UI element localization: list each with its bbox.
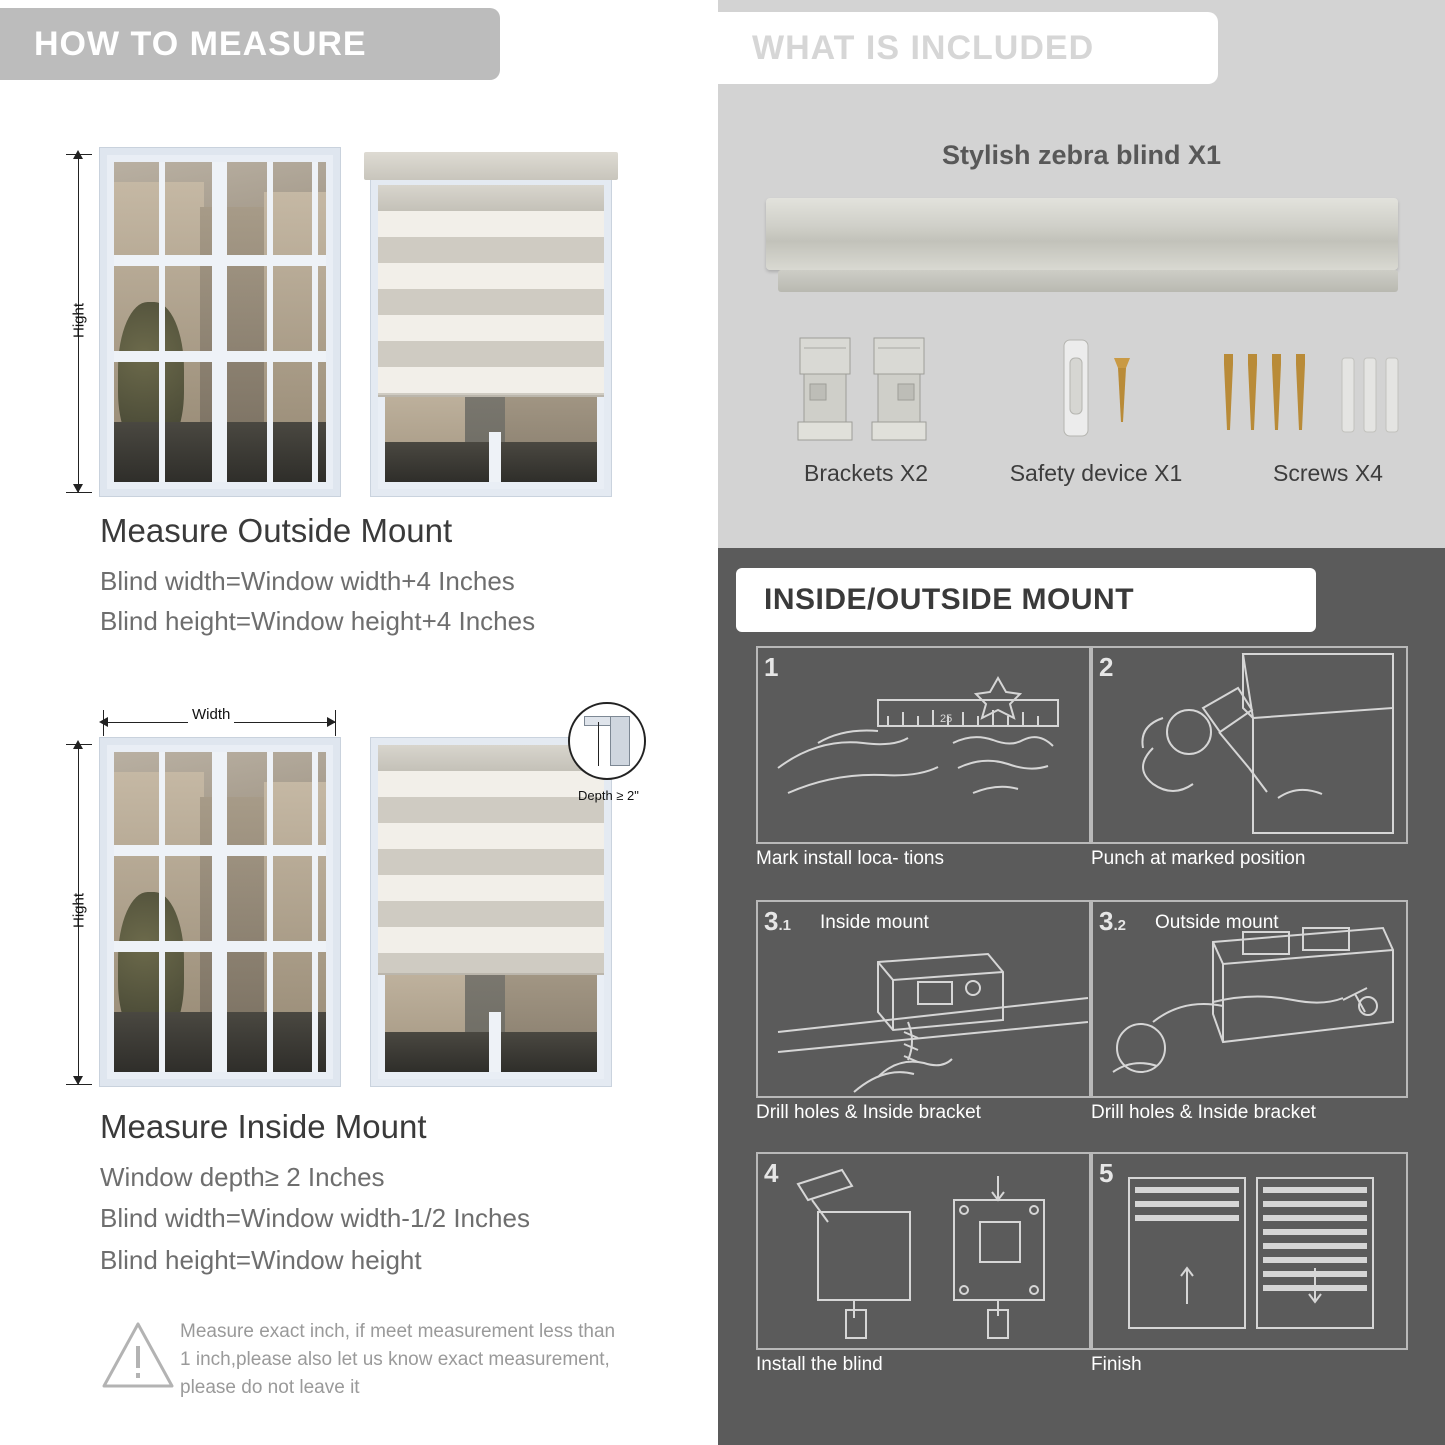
inside-height-label: Hight bbox=[70, 892, 88, 929]
depth-leader-line bbox=[598, 722, 599, 766]
step-3-1-number: 3.1 bbox=[764, 906, 791, 936]
step-5-number: 5 bbox=[1099, 1158, 1114, 1188]
zebra-blind-bottom-rail bbox=[778, 270, 1398, 292]
inside-width-label: Width bbox=[188, 706, 234, 723]
inside-outside-mount-header: INSIDE/OUTSIDE MOUNT bbox=[736, 568, 1316, 632]
step-3-2-inline-label: Outside mount bbox=[1155, 912, 1279, 933]
step-3-2-number: 3.2 bbox=[1099, 906, 1126, 936]
mullion-vertical-center bbox=[212, 162, 227, 482]
muntin-v-3 bbox=[312, 162, 318, 482]
muntin-v-2 bbox=[267, 162, 273, 482]
main-item-label: Stylish zebra blind X1 bbox=[941, 140, 1222, 170]
step-3-1-caption: Drill holes & Inside bracket bbox=[756, 1102, 981, 1123]
outside-mount-diagram bbox=[0, 100, 712, 500]
step-4-number: 4 bbox=[764, 1158, 779, 1188]
depth-callout-icon bbox=[568, 702, 646, 780]
blind-lower-mullion bbox=[489, 432, 501, 482]
inside-width-tick-right bbox=[335, 710, 336, 736]
muntin-v-3b bbox=[312, 752, 318, 1072]
step-4-caption: Install the blind bbox=[756, 1354, 883, 1375]
step-2-box bbox=[1091, 646, 1408, 844]
blind-inside-mount bbox=[371, 738, 611, 1086]
safety-device-screw-icon bbox=[1102, 352, 1146, 432]
inside-mount-line-2: Blind width=Window width-1/2 Inches bbox=[100, 1203, 530, 1233]
warning-text: Measure exact inch, if meet measurement less than 1 inch,please also let us know exact measurement, please do not leave it bbox=[180, 1321, 616, 1398]
how-to-measure-header: HOW TO MEASURE bbox=[0, 8, 500, 80]
step-3-1-inline-label: Inside mount bbox=[820, 912, 929, 933]
step-1-caption: Mark install loca- tions bbox=[756, 848, 944, 869]
mullion-vertical-center-2 bbox=[212, 752, 227, 1072]
height-label: Hight bbox=[70, 302, 88, 339]
inside-width-tick-left bbox=[103, 710, 104, 736]
height-tick-top bbox=[66, 154, 92, 155]
step-5-box bbox=[1091, 1152, 1408, 1350]
warning-triangle-icon bbox=[100, 1318, 176, 1392]
inside-mount-title: Measure Inside Mount bbox=[100, 1108, 427, 1145]
inside-mount-line-3: Blind height=Window height bbox=[100, 1245, 422, 1275]
step-1-number: 1 bbox=[764, 652, 779, 682]
how-to-measure-panel bbox=[0, 0, 712, 1445]
zebra-fabric bbox=[378, 185, 604, 397]
outside-mount-line-1: Blind width=Window width+4 Inches bbox=[100, 566, 515, 596]
step-3-2-illustration bbox=[1093, 902, 1406, 1096]
zebra-blind-roll bbox=[766, 198, 1398, 270]
blind-outside-mount bbox=[371, 178, 611, 496]
step-5-illustration bbox=[1093, 1154, 1406, 1348]
bracket-2-icon bbox=[870, 336, 928, 442]
step-1-box bbox=[756, 646, 1091, 844]
step-2-number: 2 bbox=[1099, 652, 1114, 682]
building-mid-2 bbox=[200, 797, 270, 1027]
safety-device-icon bbox=[1058, 336, 1094, 442]
step-3-2-box bbox=[1091, 900, 1408, 1098]
svg-text:25: 25 bbox=[940, 713, 953, 725]
window-photo-outside bbox=[100, 148, 340, 496]
mullion-horizontal-1b bbox=[114, 845, 326, 856]
step-3-1-illustration bbox=[758, 902, 1089, 1096]
outside-mount-title: Measure Outside Mount bbox=[100, 512, 453, 549]
step-5-caption: Finish bbox=[1091, 1354, 1142, 1375]
screws-label: Screws X4 bbox=[1273, 460, 1383, 486]
inside-mount-diagram bbox=[0, 696, 712, 1096]
screws-icon bbox=[1218, 350, 1328, 440]
what-is-included-panel bbox=[718, 0, 1445, 548]
step-4-illustration bbox=[758, 1154, 1089, 1348]
step-3-2-caption: Drill holes & Inside bracket bbox=[1091, 1102, 1316, 1123]
step-3-1-box bbox=[756, 900, 1091, 1098]
step-2-caption: Punch at marked position bbox=[1091, 848, 1306, 869]
height-tick-bottom bbox=[66, 492, 92, 493]
building-mid bbox=[200, 207, 270, 437]
step-4-box bbox=[756, 1152, 1091, 1350]
inside-mount-line-1: Window depth≥ 2 Inches bbox=[100, 1162, 385, 1192]
depth-label: Depth ≥ 2" bbox=[578, 788, 639, 803]
depth-callout-side bbox=[610, 716, 630, 766]
inside-height-tick-top bbox=[66, 744, 92, 745]
blind-headrail bbox=[378, 185, 604, 211]
mullion-horizontal-2 bbox=[114, 351, 326, 362]
inside-height-tick-bottom bbox=[66, 1084, 92, 1085]
muntin-v-1 bbox=[159, 162, 165, 482]
wall-anchors-icon bbox=[1338, 356, 1416, 440]
muntin-v-1b bbox=[159, 752, 165, 1072]
zebra-fabric-2 bbox=[378, 745, 604, 975]
bracket-1-icon bbox=[796, 336, 854, 442]
mullion-horizontal-2b bbox=[114, 941, 326, 952]
bracket-label: Brackets X2 bbox=[804, 460, 928, 486]
what-is-included-header: WHAT IS INCLUDED bbox=[718, 12, 1218, 84]
step-2-illustration bbox=[1093, 648, 1406, 842]
blind-top-cassette bbox=[364, 152, 618, 180]
inside-outside-mount-panel bbox=[718, 548, 1445, 1445]
window-photo-inside bbox=[100, 738, 340, 1086]
step-1-illustration bbox=[758, 648, 1089, 842]
outside-mount-line-2: Blind height=Window height+4 Inches bbox=[100, 606, 536, 636]
mullion-horizontal-1 bbox=[114, 255, 326, 266]
safety-device-label: Safety device X1 bbox=[1009, 460, 1183, 486]
blind-lower-mullion-2 bbox=[489, 1012, 501, 1072]
muntin-v-2b bbox=[267, 752, 273, 1072]
